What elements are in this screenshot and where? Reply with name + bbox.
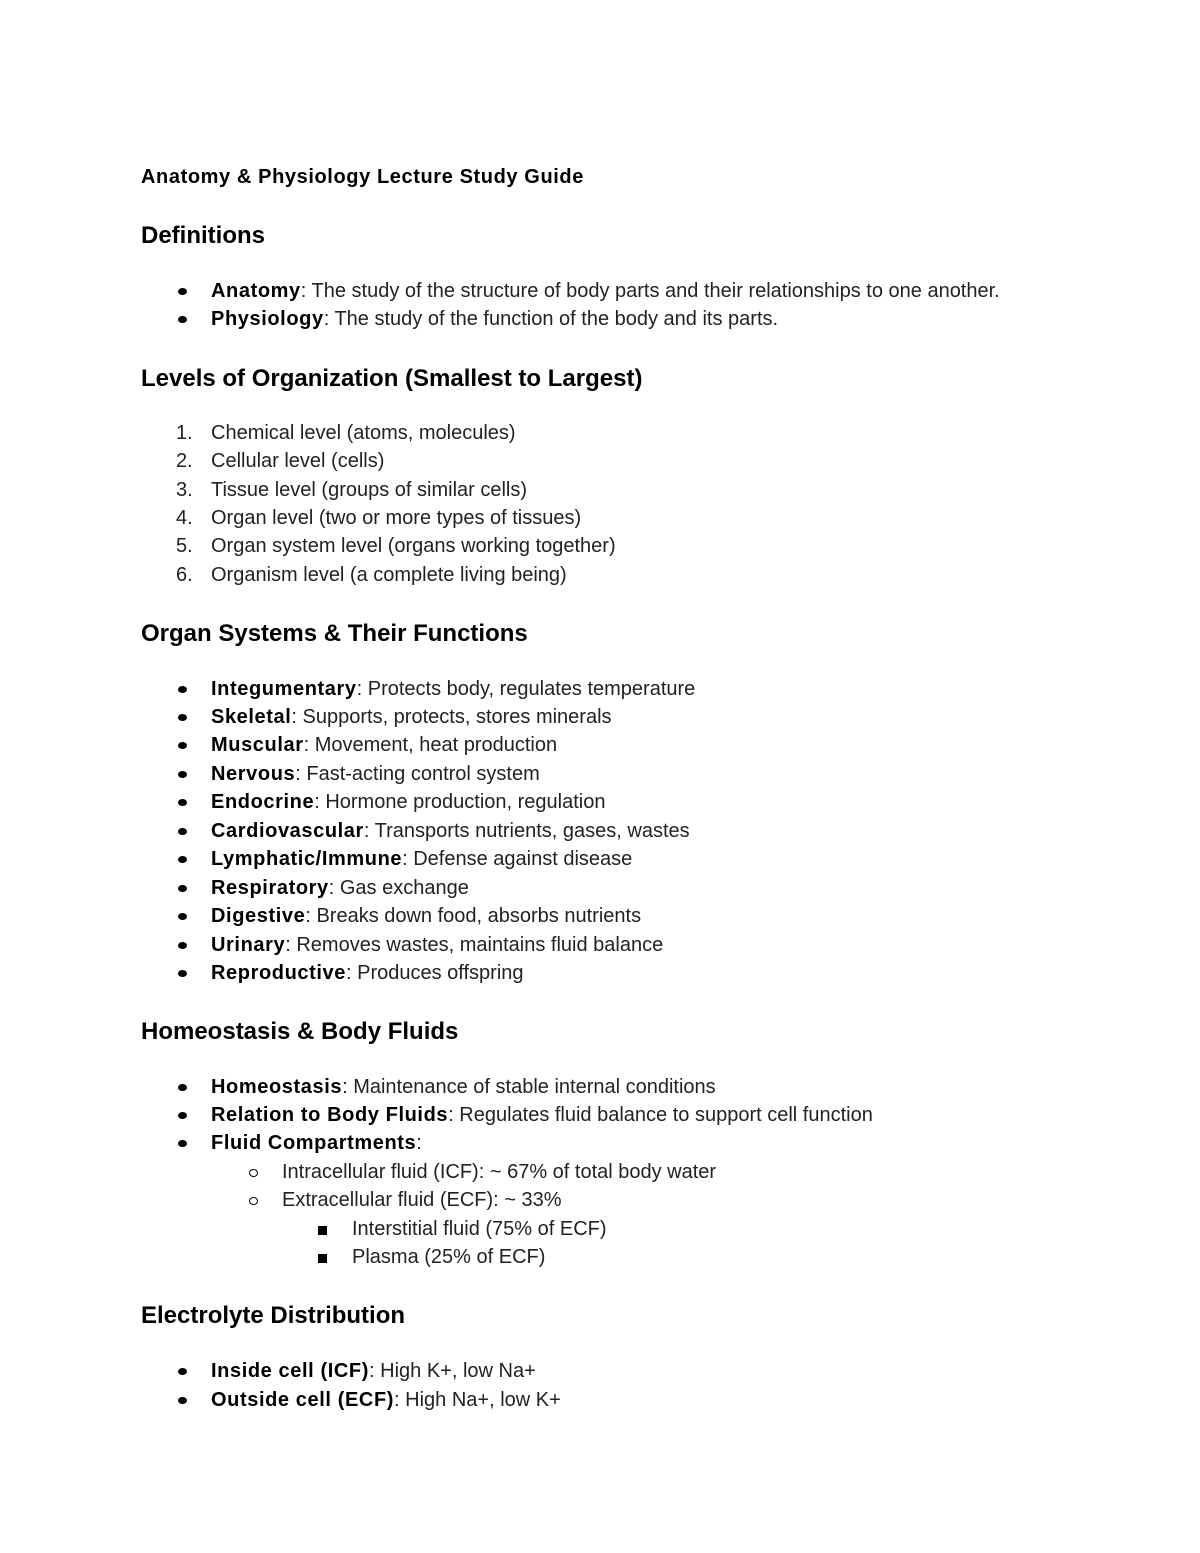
- list-item: Reproductive: Produces offspring: [211, 962, 524, 984]
- list-item: Homeostasis: Maintenance of stable internal conditions: [211, 1076, 716, 1098]
- bullet-icon: [178, 1397, 187, 1404]
- bullet-icon: [178, 742, 187, 749]
- list-number: 1.: [176, 422, 193, 444]
- list-item: Nervous: Fast-acting control system: [211, 763, 540, 785]
- bullet-icon: [178, 885, 187, 892]
- sub-sub-list-item: Plasma (25% of ECF): [352, 1246, 546, 1268]
- organ-systems-heading: Organ Systems & Their Functions: [141, 620, 528, 647]
- list-item: Chemical level (atoms, molecules): [211, 422, 516, 444]
- bullet-icon: [178, 1112, 187, 1119]
- bullet-icon: [178, 771, 187, 778]
- electrolyte-heading: Electrolyte Distribution: [141, 1302, 406, 1329]
- list-item: Lymphatic/Immune: Defense against disease: [211, 848, 633, 870]
- list-item: Cardiovascular: Transports nutrients, gases, wastes: [211, 820, 690, 842]
- homeostasis-heading: Homeostasis & Body Fluids: [141, 1018, 459, 1045]
- bullet-icon: [178, 799, 187, 806]
- list-item: Relation to Body Fluids: Regulates fluid balance to support cell function: [211, 1104, 873, 1126]
- bullet-icon: [178, 913, 187, 920]
- list-item: Cellular level (cells): [211, 450, 385, 472]
- list-number: 5.: [176, 535, 193, 557]
- list-number: 2.: [176, 450, 193, 472]
- levels-heading: Levels of Organization (Smallest to Largest): [141, 365, 643, 392]
- list-item: Organ system level (organs working together): [211, 535, 616, 557]
- document-title: Anatomy & Physiology Lecture Study Guide: [141, 166, 584, 188]
- hollow-bullet-icon: [249, 1169, 258, 1177]
- square-bullet-icon: [318, 1226, 327, 1235]
- list-item: Fluid Compartments:: [211, 1132, 422, 1154]
- bullet-icon: [178, 970, 187, 977]
- list-item: Organ level (two or more types of tissues): [211, 507, 582, 529]
- list-item: Urinary: Removes wastes, maintains fluid balance: [211, 934, 664, 956]
- sub-list-item: Intracellular fluid (ICF): ~ 67% of total body water: [282, 1161, 717, 1183]
- list-item: Muscular: Movement, heat production: [211, 734, 558, 756]
- bullet-icon: [178, 856, 187, 863]
- list-number: 4.: [176, 507, 193, 529]
- list-item: Tissue level (groups of similar cells): [211, 479, 528, 501]
- bullet-icon: [178, 714, 187, 721]
- list-item: Inside cell (ICF): High K+, low Na+: [211, 1360, 536, 1382]
- bullet-icon: [178, 1368, 187, 1375]
- list-item: Skeletal: Supports, protects, stores minerals: [211, 706, 612, 728]
- list-number: 3.: [176, 479, 193, 501]
- sub-list-item: Extracellular fluid (ECF): ~ 33%: [282, 1189, 562, 1211]
- bullet-icon: [178, 288, 187, 295]
- definitions-heading: Definitions: [141, 222, 265, 249]
- bullet-icon: [178, 1084, 187, 1091]
- bullet-icon: [178, 828, 187, 835]
- list-number: 6.: [176, 564, 193, 586]
- list-item: Anatomy: The study of the structure of body parts and their relationships to one another.: [211, 280, 1000, 302]
- bullet-icon: [178, 942, 187, 949]
- list-item: Outside cell (ECF): High Na+, low K+: [211, 1389, 561, 1411]
- bullet-icon: [178, 316, 187, 323]
- hollow-bullet-icon: [249, 1197, 258, 1205]
- sub-sub-list-item: Interstitial fluid (75% of ECF): [352, 1218, 607, 1240]
- list-item: Organism level (a complete living being): [211, 564, 567, 586]
- square-bullet-icon: [318, 1254, 327, 1263]
- list-item: Respiratory: Gas exchange: [211, 877, 469, 899]
- list-item: Endocrine: Hormone production, regulation: [211, 791, 606, 813]
- list-item: Physiology: The study of the function of the body and its parts.: [211, 308, 779, 330]
- bullet-icon: [178, 1140, 187, 1147]
- list-item: Digestive: Breaks down food, absorbs nutrients: [211, 905, 642, 927]
- bullet-icon: [178, 686, 187, 693]
- list-item: Integumentary: Protects body, regulates temperature: [211, 678, 696, 700]
